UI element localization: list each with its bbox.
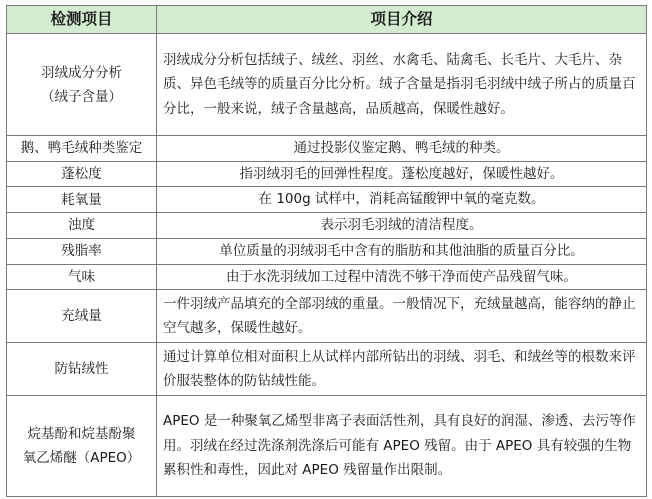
item-description: APEO 是一种聚氧乙烯型非离子表面活性剂，具有良好的润湿、渗透、去污等作用。羽绒在经过洗涤剂洗涤后可能有 APEO 残留。由于 APEO 具有较强的生物累积性和毒性，因此对 APEO 残留量作出限制。 xyxy=(157,396,647,497)
table-row xyxy=(7,213,647,239)
table-row xyxy=(7,34,647,136)
inspection-items-table xyxy=(6,5,647,497)
table-row xyxy=(7,161,647,187)
table-row xyxy=(7,396,647,497)
item-description: 由于水洗羽绒加工过程中清洗不够干净而使产品残留气味。 xyxy=(157,264,647,290)
table-row xyxy=(7,343,647,396)
item-description: 通过计算单位相对面积上从试样内部所钻出的羽绒、羽毛、和绒丝等的根数来评价服装整体的防钻绒性能。 xyxy=(157,343,647,396)
table-header-row xyxy=(7,6,647,34)
item-description: 一件羽绒产品填充的全部羽绒的重量。一般情况下，充绒量越高，能容纳的静止空气越多，保暖性越好。 xyxy=(157,290,647,343)
table-row xyxy=(7,290,647,343)
table-row xyxy=(7,238,647,264)
item-name: 烷基酚和烷基酚聚 氧乙烯醚（APEO） xyxy=(7,396,157,497)
table-row xyxy=(7,187,647,213)
item-description: 在 100g 试样中，消耗高锰酸钾中氧的毫克数。 xyxy=(157,187,647,213)
table-row xyxy=(7,264,647,290)
table-row xyxy=(7,136,647,162)
item-description: 指羽绒羽毛的回弹性程度。蓬松度越好，保暖性越好。 xyxy=(157,161,647,187)
item-name: 鹅、鸭毛绒种类鉴定 xyxy=(7,136,157,162)
item-name: 羽绒成分分析 （绒子含量） xyxy=(7,34,157,136)
item-name: 气味 xyxy=(7,264,157,290)
item-name: 耗氧量 xyxy=(7,187,157,213)
item-description: 单位质量的羽绒羽毛中含有的脂肪和其他油脂的质量百分比。 xyxy=(157,238,647,264)
item-description: 通过投影仪鉴定鹅、鸭毛绒的种类。 xyxy=(157,136,647,162)
header-inspection-item: 检测项目 xyxy=(7,6,157,34)
item-name: 充绒量 xyxy=(7,290,157,343)
item-name: 浊度 xyxy=(7,213,157,239)
item-description: 表示羽毛羽绒的清洁程度。 xyxy=(157,213,647,239)
header-item-introduction: 项目介绍 xyxy=(157,6,647,34)
item-description: 羽绒成分分析包括绒子、绒丝、羽丝、水禽毛、陆禽毛、长毛片、大毛片、杂质、异色毛绒等的质量百分比分析。绒子含量是指羽毛羽绒中绒子所占的质量百分比，一般来说，绒子含量越高，品质越高，保暖性越好。 xyxy=(157,34,647,136)
item-name: 残脂率 xyxy=(7,238,157,264)
item-name: 蓬松度 xyxy=(7,161,157,187)
item-name: 防钻绒性 xyxy=(7,343,157,396)
